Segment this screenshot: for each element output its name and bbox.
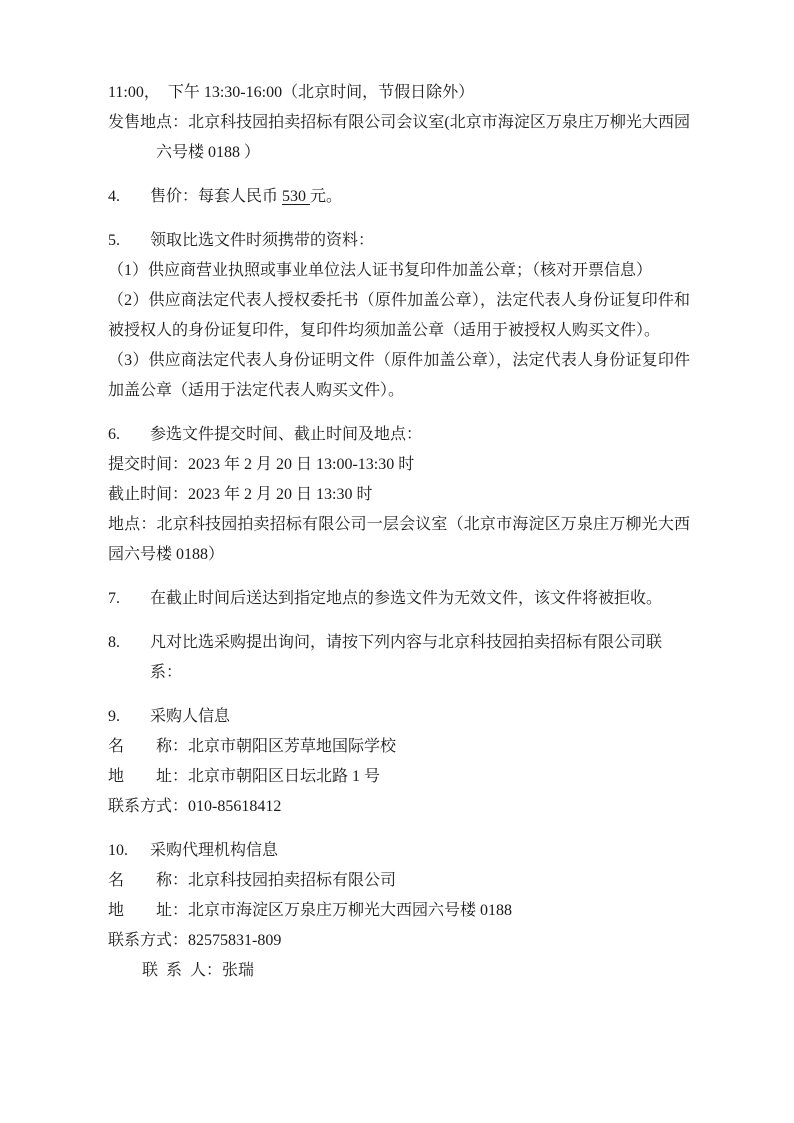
agency-contact-row — [108, 926, 690, 956]
row-value: 010-85618412 — [188, 798, 282, 815]
document-body — [108, 78, 690, 986]
row-value: 张瑞 — [222, 962, 255, 979]
item-number: 8. — [108, 634, 120, 651]
row-label: 名 称： — [108, 872, 189, 889]
item6-title: 参选文件提交时间、截止时间及地点： — [150, 426, 423, 443]
purchaser-contact-row — [108, 792, 690, 822]
item-number: 6. — [108, 426, 120, 443]
row-value: 北京市朝阳区日坛北路 1 号 — [188, 768, 381, 785]
row-label: 地 址： — [108, 768, 189, 785]
list-item-5 — [108, 226, 690, 256]
deadline-line: 截止时间：2023 年 2 月 20 日 13:30 时 — [108, 486, 373, 503]
row-label: 地 址： — [108, 902, 189, 919]
submission-location-paragraph: 地点：北京科技园拍卖招标有限公司一层会议室（北京市海淀区万泉庄万柳光大西园六号楼 0188） — [108, 516, 690, 563]
price-suffix: 元。 — [310, 188, 343, 205]
row-value: 北京市海淀区万泉庄万柳光大西园六号楼 0188 — [188, 902, 513, 919]
price-prefix: 售价：每套人民币 — [150, 188, 283, 205]
item-number: 10. — [108, 842, 128, 859]
row-label: 联系方式： — [108, 798, 189, 815]
agency-name-row — [108, 866, 690, 896]
price-paragraph — [150, 182, 690, 212]
list-item-10 — [108, 836, 690, 866]
list-item-6 — [108, 420, 690, 450]
item8-text: 凡对比选采购提出询问，请按下列内容与北京科技园拍卖招标有限公司联系： — [150, 634, 663, 681]
sale-time-continuation-line: 11:00， 下午 13:30-16:00（北京时间，节假日除外） — [108, 84, 475, 101]
row-label: 名 称： — [108, 738, 189, 755]
price-underlined-value: 530 — [282, 188, 311, 205]
item7-text: 在截止时间后送达到指定地点的参选文件为无效文件，该文件将被拒收。 — [150, 590, 663, 607]
list-item-4 — [108, 182, 690, 212]
purchaser-address-row — [108, 762, 690, 792]
item-number: 5. — [108, 232, 120, 249]
list-item-9 — [108, 702, 690, 732]
agency-info-title: 采购代理机构信息 — [150, 842, 279, 859]
sale-location-paragraph: 发售地点：北京科技园拍卖招标有限公司会议室(北京市海淀区万泉庄万柳光大西园六号楼 0188 ） — [108, 114, 690, 161]
submission-time-line: 提交时间：2023 年 2 月 20 日 13:00-13:30 时 — [108, 456, 415, 473]
row-value: 北京市朝阳区芳草地国际学校 — [188, 738, 397, 755]
item-number: 7. — [108, 590, 120, 607]
agency-contact-person-row — [142, 956, 690, 986]
purchaser-name-row — [108, 732, 690, 762]
item-number: 4. — [108, 188, 120, 205]
item5-point-3: （3）供应商法定代表人身份证明文件（原件加盖公章），法定代表人身份证复印件加盖公章（适用于法定代表人购买文件）。 — [108, 352, 690, 399]
item5-title: 领取比选文件时须携带的资料： — [150, 232, 375, 249]
row-value: 82575831-809 — [188, 932, 282, 949]
row-label: 联 系 人： — [142, 962, 223, 979]
list-item-8 — [108, 628, 690, 688]
item5-point-2: （2）供应商法定代表人授权委托书（原件加盖公章），法定代表人身份证复印件和被授权人的身份证复印件，复印件均须加盖公章（适用于被授权人购买文件）。 — [108, 292, 690, 339]
item-number: 9. — [108, 708, 120, 725]
purchaser-info-title: 采购人信息 — [150, 708, 231, 725]
item5-point-1: （1）供应商营业执照或事业单位法人证书复印件加盖公章；（核对开票信息） — [108, 262, 653, 279]
agency-address-row — [108, 896, 690, 926]
list-item-7 — [108, 584, 690, 614]
row-label: 联系方式： — [108, 932, 189, 949]
row-value: 北京科技园拍卖招标有限公司 — [188, 872, 397, 889]
